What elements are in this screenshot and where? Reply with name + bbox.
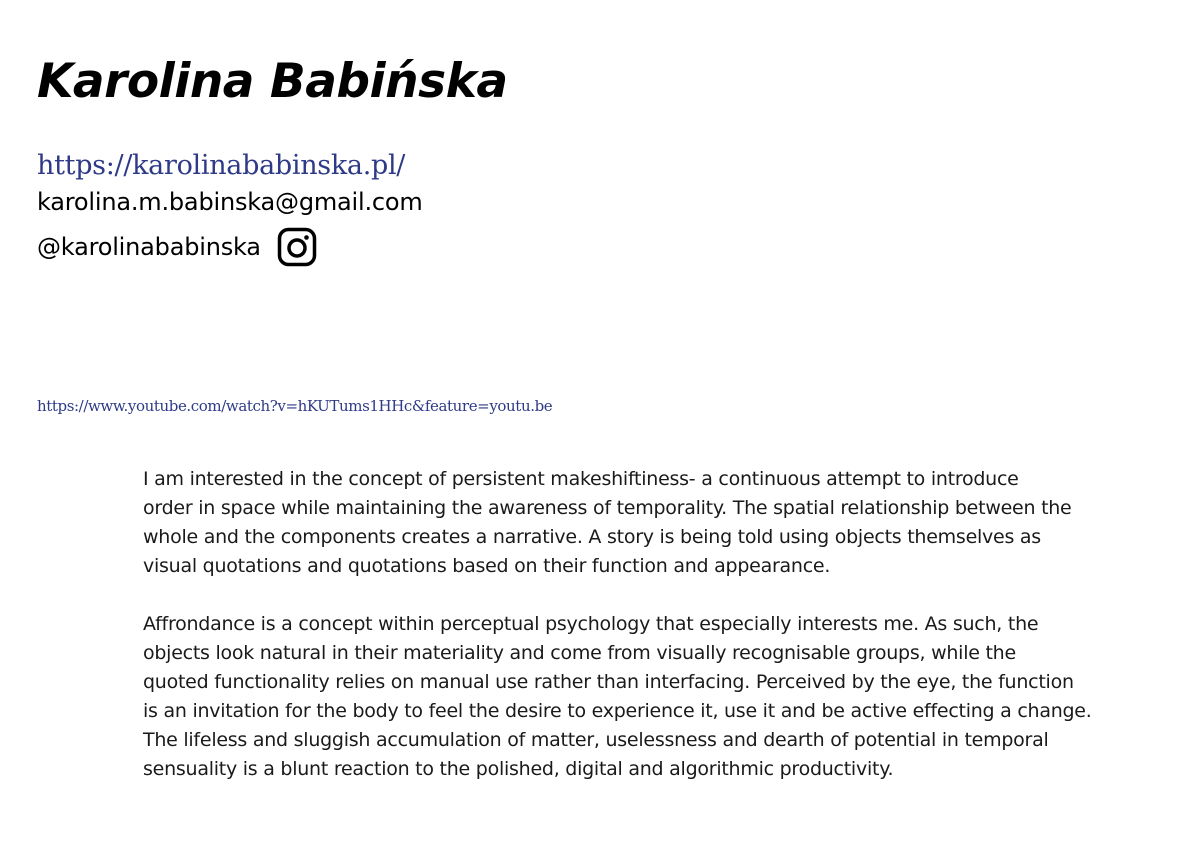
youtube-video-link[interactable]: https://www.youtube.com/watch?v=hKUTums1HHc&feature=youtu.be bbox=[37, 397, 553, 415]
instagram-icon[interactable] bbox=[277, 227, 317, 267]
artist-name: Karolina Babińska bbox=[37, 54, 508, 109]
statement-paragraph: Affrondance is a concept within perceptual psychology that especially interests me. As such, the objects look natural in their materiality and come from visually recognisable groups, while the quoted functionality relies on manual use rather than interfacing. Perceived by the eye, the function is an invitation for the body to feel the desire to experience it, use it and be active effecting a change. The lifeless and sluggish accumulation of matter, uselessness and dearth of potential in temporal sensuality is a blunt reaction to the polished, digital and algorithmic productivity. bbox=[143, 613, 1092, 780]
instagram-handle[interactable]: @karolinababinska bbox=[37, 233, 261, 261]
artist-statement bbox=[143, 465, 1133, 784]
email-address[interactable]: karolina.m.babinska@gmail.com bbox=[37, 188, 423, 216]
website-link[interactable]: https://karolinababinska.pl/ bbox=[37, 150, 406, 181]
statement-paragraph: I am interested in the concept of persistent makeshiftiness- a continuous attempt to introduce order in space while maintaining the awareness of temporality. The spatial relationship between the whole and the components creates a narrative. A story is being told using objects themselves as visual quotations and quotations based on their function and appearance. bbox=[143, 468, 1072, 577]
instagram-row bbox=[37, 226, 317, 268]
